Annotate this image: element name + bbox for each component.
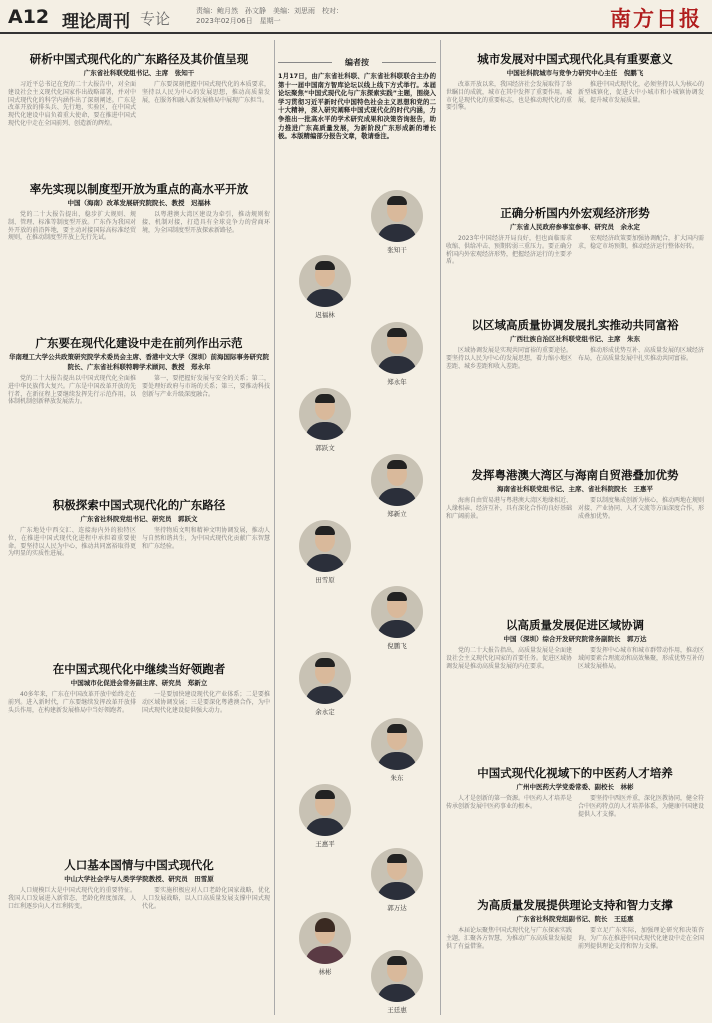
portrait-photo [371, 322, 423, 374]
portrait-photo [371, 190, 423, 242]
article-author: 海南省社科联党组书记、主席、省社科院院长 王惠平 [497, 485, 653, 493]
portrait [290, 520, 360, 584]
article-body: 广东要深刻把握中国式现代化的本质要求，坚持以人民为中心的发展思想，推动高质量发展，在服务和融入新发展格局中展现广东担当。 [142, 81, 270, 104]
article-body: 2023年中国经济开局良好，但也面临需求收缩、供给冲击、预期转弱三重压力。要正确分析国内外宏观经济形势，把握经济运行的主要矛盾。 [446, 235, 573, 266]
article-title: 在中国式现代化中继续当好领跑者 [52, 662, 226, 676]
portrait-name: 郭万达 [387, 904, 407, 912]
portrait-name: 王廷惠 [387, 1006, 407, 1014]
editors-info [196, 6, 343, 26]
article-body: 坚持物质文明和精神文明协调发展，推动人与自然和谐共生，为中国式现代化贡献广东智慧和广东经验。 [142, 527, 270, 550]
article-11 [446, 618, 704, 670]
article-body: 改革开放以来，我国经济社会发展取得了举世瞩目的成就，城市在其中发挥了重要作用。城市化是现代化的重要标志，也是推动现代化的重要引擎。 [446, 81, 573, 112]
article-body: 推动形成优势互补、高质量发展的区域经济布局，在高质量发展中扎实推动共同富裕。 [578, 347, 705, 362]
article-6 [8, 858, 270, 910]
article-body: 第一，要把握好发展与安全的关系；第二，要处理好政府与市场的关系；第三，要推动科技创新与产业升级深度融合。 [142, 375, 270, 398]
portrait-photo [371, 848, 423, 900]
page-header [0, 0, 712, 34]
column-divider [274, 40, 275, 1015]
article-author: 广州中医药大学党委常委、副校长 林彬 [516, 783, 634, 791]
portrait [290, 652, 360, 716]
portrait [362, 848, 432, 912]
article-body: 宏观经济政策要加强协调配合，扩大国内需求，稳定市场预期，推动经济运行整体好转。 [578, 235, 705, 250]
portrait-name: 郑新立 [387, 510, 407, 518]
article-author: 中国（海南）改革发展研究院院长、教授 迟福林 [67, 199, 211, 207]
article-body: 要立足广东实际，加强理论研究和决策咨询，为广东在推进中国式现代化建设中走在全国前列提供理论支持和智力支撑。 [578, 927, 705, 950]
article-title: 研析中国式现代化的广东路径及其价值呈现 [29, 52, 249, 66]
portrait-photo [299, 784, 351, 836]
article-author: 广西壮族自治区社科联党组书记、主席 朱东 [510, 335, 640, 343]
portrait [290, 388, 360, 452]
article-12 [446, 766, 704, 818]
article-title: 人口基本国情与中国式现代化 [64, 858, 214, 872]
editors-note [278, 58, 436, 141]
portrait-photo [299, 912, 351, 964]
note-title: 编者按 [332, 57, 382, 68]
portrait [290, 784, 360, 848]
newspaper-logo: 南方日报 [610, 6, 702, 31]
portrait-name: 郑永年 [387, 378, 407, 386]
article-body: 人口规模巨大是中国式现代化的重要特征。我国人口发展进入新常态，老龄化程度加深，人口红利逐步向人才红利转变。 [8, 887, 136, 910]
portrait-photo [299, 255, 351, 307]
portrait [362, 586, 432, 650]
portrait-name: 倪鹏飞 [387, 642, 407, 650]
article-1 [8, 52, 270, 128]
article-title: 以高质量发展促进区域协调 [506, 618, 644, 632]
article-body: 要坚持中西医并重，深化医教协同，健全符合中医药特点的人才培养体系，为健康中国建设提供人才支撑。 [578, 795, 705, 818]
article-author: 中山大学社会学与人类学学院教授、研究员 田雪原 [64, 875, 214, 883]
article-body: 习近平总书记在党的二十大报告中，对全面建设社会主义现代化国家作出战略部署，并对中国式现代化的科学内涵作出了深刻阐述。广东是改革开放的排头兵、先行地、实验区，在中国式现代化建设中肩负着重大使命，要在推进中国式现代化中走在全国前列、创造新的辉煌。 [8, 81, 136, 127]
page-number: A12 [8, 6, 50, 28]
article-author: 中国城市化促进会常务副主席、研究员 郑新立 [70, 679, 208, 687]
portrait [362, 322, 432, 386]
portrait-photo [299, 652, 351, 704]
portrait-name: 余永定 [315, 708, 335, 716]
article-body: 人才是创新的第一资源。中医药人才培养是传承创新发展中医药事业的根本。 [446, 795, 573, 810]
portrait-photo [299, 520, 351, 572]
article-9 [446, 318, 704, 370]
article-body: 广东地处中西交汇、连接海内外的独特区位，在推进中国式现代化进程中承担着重要使命。要坚持以人民为中心，推动共同富裕取得更为明显的实质性进展。 [8, 527, 136, 558]
portrait-photo [371, 454, 423, 506]
article-author: 广东省社科联党组书记、主席 张知干 [83, 69, 195, 77]
article-author: 广东省人民政府参事室参事、研究员 余永定 [510, 223, 640, 231]
article-body: 以粤港澳大湾区建设为牵引，推动规则衔接、机制对接，打造具有全球竞争力的营商环境，为全国制度型开放探索新路径。 [142, 211, 270, 234]
article-5 [8, 662, 270, 714]
article-title: 率先实现以制度型开放为重点的高水平开放 [29, 182, 249, 196]
article-body: 区域协调发展是实现共同富裕的重要途径。要坚持以人民为中心的发展思想，着力缩小地区差距、城乡差距和收入差距。 [446, 347, 573, 370]
article-4 [8, 498, 270, 558]
portrait [362, 718, 432, 782]
article-title: 为高质量发展提供理论支持和智力支撑 [477, 898, 673, 912]
article-title: 发挥粤港澳大湾区与海南自贸港叠加优势 [471, 468, 679, 482]
article-author: 华南理工大学公共政策研究院学术委员会主席、香港中文大学（深圳）前海国际事务研究院院长、广东省社科联特聘学术顾问、教授 郑永年 [9, 353, 269, 371]
article-author: 中国（深圳）综合开发研究院常务副院长 郭万达 [503, 635, 647, 643]
date-line: 2023年02月06日 星期一 [196, 17, 281, 25]
section-name: 理论周刊 [62, 12, 130, 32]
portrait-name: 田雪原 [315, 576, 335, 584]
article-author: 广东省社科院党组副书记、院长 王廷惠 [516, 915, 634, 923]
article-body: 要以制度集成创新为核心，推动两地在规则对接、产业协同、人才交流等方面深度合作，形成叠加优势。 [578, 497, 705, 520]
portrait [362, 454, 432, 518]
portrait [290, 255, 360, 319]
column-divider [440, 40, 441, 1015]
article-author: 广东省社科院党组书记、研究员 郭跃文 [80, 515, 198, 523]
portrait [362, 190, 432, 254]
editors-line: 责编：鲍月然 孙文静 美编：刘思雨 校对： [196, 7, 343, 15]
article-body: 党的二十大报告提出，稳步扩大规则、规制、管理、标准等制度型开放。广东作为我国对外开放的前沿阵地，要主动对接国际高标准经贸规则，在推动制度型开放上先行先试。 [8, 211, 136, 242]
article-body: 要实施积极应对人口老龄化国家战略，优化人口发展战略，以人口高质量发展支撑中国式现代化。 [142, 887, 270, 910]
portrait-name: 王惠平 [315, 840, 335, 848]
article-author: 中国社科院城市与竞争力研究中心主任 倪鹏飞 [506, 69, 644, 77]
article-8 [446, 206, 704, 266]
portrait-name: 迟福林 [315, 311, 335, 319]
portrait-photo [299, 388, 351, 440]
article-body: 党的二十大报告提出以中国式现代化全面推进中华民族伟大复兴。广东是中国改革开放的先行者，在新征程上要继续发挥先行示范作用，以体制机制创新释放发展活力。 [8, 375, 136, 406]
article-10 [446, 468, 704, 520]
article-body: 要发挥中心城市和城市群带动作用，推动区域间要素合理流动和高效集聚，形成优势互补的区域发展格局。 [578, 647, 705, 670]
article-title: 以区域高质量协调发展扎实推动共同富裕 [471, 318, 679, 332]
article-body: 推进中国式现代化，必须坚持以人为核心的新型城镇化，促进大中小城市和小城镇协调发展，提升城市发展质量。 [578, 81, 705, 104]
portrait [290, 912, 360, 976]
note-text: 1月17日，由广东省社科联、广东省社科联联合主办的第十一届中国南方智库论坛以线上线下方式举行。本届论坛聚焦“中国式现代化与广东探索实践”主题，围绕入学习贯彻习近平新时代中国特色社会主义思想和党的二十大精神，深入研究阐释中国式现代化的时代内涵，力争推出一批高水平的学术研究成果和决策咨询报告，助力推进广东高质量发展，为新阶段广东形成新的增长极。本版精编部分报告文章，敬请垂注。 [278, 72, 436, 141]
article-3 [8, 336, 270, 406]
portrait-photo [371, 718, 423, 770]
article-title: 正确分析国内外宏观经济形势 [500, 206, 650, 220]
article-title: 中国式现代化视域下的中医药人才培养 [477, 766, 673, 780]
portrait [362, 950, 432, 1014]
portrait-name: 朱东 [390, 774, 404, 782]
portrait-name: 郭跃文 [315, 444, 335, 452]
article-7 [446, 52, 704, 112]
article-13 [446, 898, 704, 950]
article-title: 广东要在现代化建设中走在前列作出示范 [35, 336, 243, 350]
subsection-name: 专论 [140, 10, 171, 28]
article-body: 一是要加快建设现代化产业体系；二是要推动区域协调发展；三是要深化粤港澳合作，为中国式现代化建设提供强大动力。 [142, 691, 270, 714]
portrait-photo [371, 950, 423, 1002]
portrait-photo [371, 586, 423, 638]
article-body: 本届论坛聚焦中国式现代化与广东探索实践主题，汇聚各方智慧，为推动广东高质量发展提供了有益借鉴。 [446, 927, 573, 950]
article-body: 党的二十大报告指出，高质量发展是全面建设社会主义现代化国家的首要任务。促进区域协调发展是推动高质量发展的内在要求。 [446, 647, 573, 670]
portrait-name: 张知干 [387, 246, 407, 254]
article-body: 40多年来，广东在中国改革开放中始终走在前列。进入新时代，广东要继续发挥改革开放排头兵作用，在构建新发展格局中当好领跑者。 [8, 691, 136, 714]
portrait-name: 林彬 [318, 968, 332, 976]
article-title: 积极探索中国式现代化的广东路径 [52, 498, 226, 512]
article-body: 海南自由贸易港与粤港澳大湾区地缘相近、人缘相亲、经济互补，具有深化合作的良好基础和广阔前景。 [446, 497, 573, 520]
article-2 [8, 182, 270, 242]
article-title: 城市发展对中国式现代化具有重要意义 [477, 52, 673, 66]
